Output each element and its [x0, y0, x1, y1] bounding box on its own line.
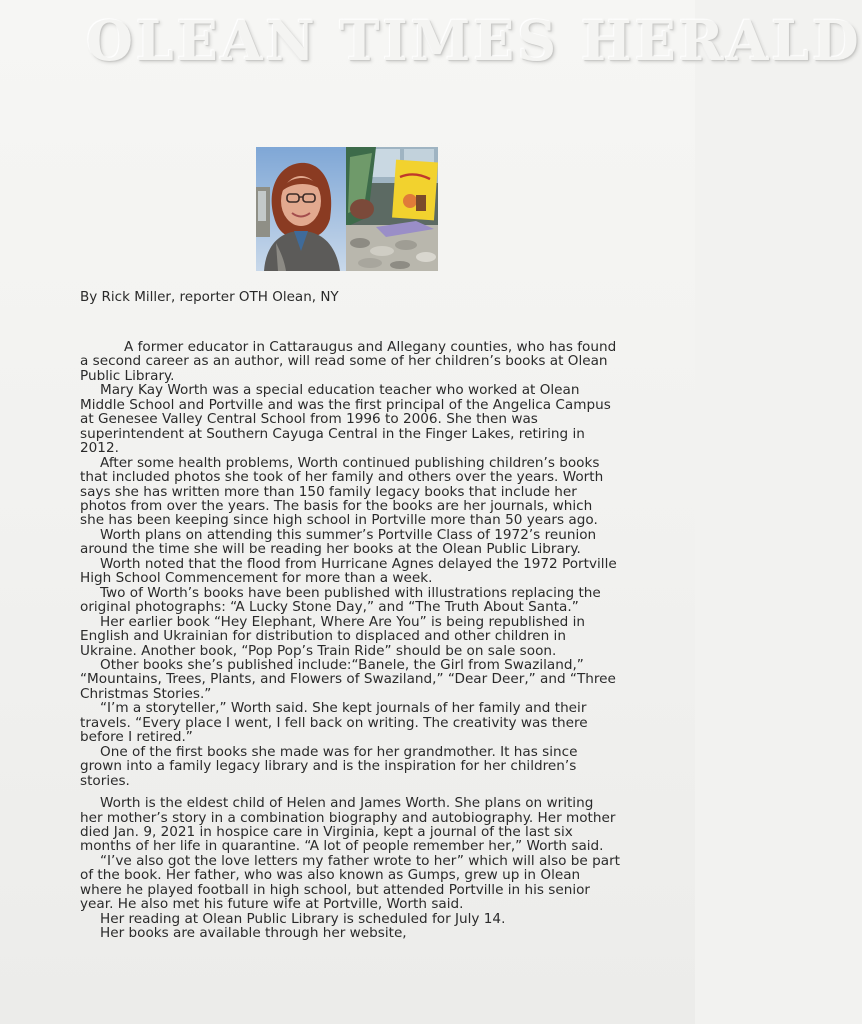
- author-portrait-photo: [256, 147, 346, 271]
- masthead-title: OLEAN TIMES HERALD: [86, 8, 862, 73]
- article-paragraph: Mary Kay Worth was a special education teacher who worked at Olean Middle School and Portville and was the first principal of the Angelica Campus at Genesee Valley Central School from 1996 to 2006. She then was superintendent at Southern Cayuga Central in the Finger Lakes, retiring in 2012.: [80, 382, 611, 457]
- article-body: [80, 340, 620, 941]
- article-paragraph: Other books she’s published include:“Banele, the Girl from Swaziland,” “Mountains, Trees, Plants, and Flowers of Swaziland,” “Dear Deer,” and “Three Christmas Stories.”: [80, 656, 616, 702]
- article-paragraph: Worth noted that the flood from Hurricane Agnes delayed the 1972 Portville High School Commencement for more than a week.: [80, 555, 617, 587]
- article-byline: By Rick Miller, reporter OTH Olean, NY: [80, 289, 339, 305]
- article-paragraph: Her books are available through her website,: [100, 925, 407, 942]
- article-paragraph: Her earlier book “Hey Elephant, Where Are You” is being republished in English and Ukrainian for distribution to displaced and other children in Ukraine. Another book, “Pop Pop’s Train Ride” should be on sale soon.: [80, 613, 585, 659]
- article-paragraph: “I’ve also got the love letters my father wrote to her” which will also be part of the book. Her father, who was also known as Gumps, grew up in Olean where he played football in high school, but attended Portville in his senior year. He also met his future wife at Portville, Worth said.: [80, 852, 620, 913]
- article-photos: [256, 147, 438, 271]
- article-paragraph: Worth plans on attending this summer’s Portville Class of 1972’s reunion around the time she will be reading her books at the Olean Public Library.: [80, 526, 597, 558]
- article-paragraph: Her reading at Olean Public Library is scheduled for July 14.: [100, 910, 506, 927]
- article-paragraph: After some health problems, Worth continued publishing children’s books that included photos she took of her family and others over the years. Worth says she has written more than 150 family legacy books that include her photos from over the years. The basis for the books are her journals, which she has been keeping since high school in Portville more than 50 years ago.: [80, 454, 604, 529]
- article-paragraph: Two of Worth’s books have been published with illustrations replacing the original photographs: “A Lucky Stone Day,” and “The Truth About Santa.”: [80, 584, 601, 616]
- book-display-photo: [346, 147, 438, 271]
- article-paragraph: Worth is the eldest child of Helen and James Worth. She plans on writing her mother’s story in a combination biography and autobiography. Her mother died Jan. 9, 2021 in hospice care in Virginia, kept a journal of the last six months of her life in quarantine. “A lot of people remember her,” Worth said.: [80, 795, 616, 855]
- article-paragraph: “I’m a storyteller,” Worth said. She kept journals of her family and their travels. “Every place I went, I fell back on writing. The creativity was there before I retired.”: [80, 700, 588, 746]
- article-paragraph: A former educator in Cattaraugus and Allegany counties, who has found a second career as an author, will read some of her children’s books at Olean Public Library.: [80, 339, 617, 384]
- article-paragraph: One of the first books she made was for her grandmother. It has since grown into a family legacy library and is the inspiration for her children’s stories.: [80, 743, 578, 789]
